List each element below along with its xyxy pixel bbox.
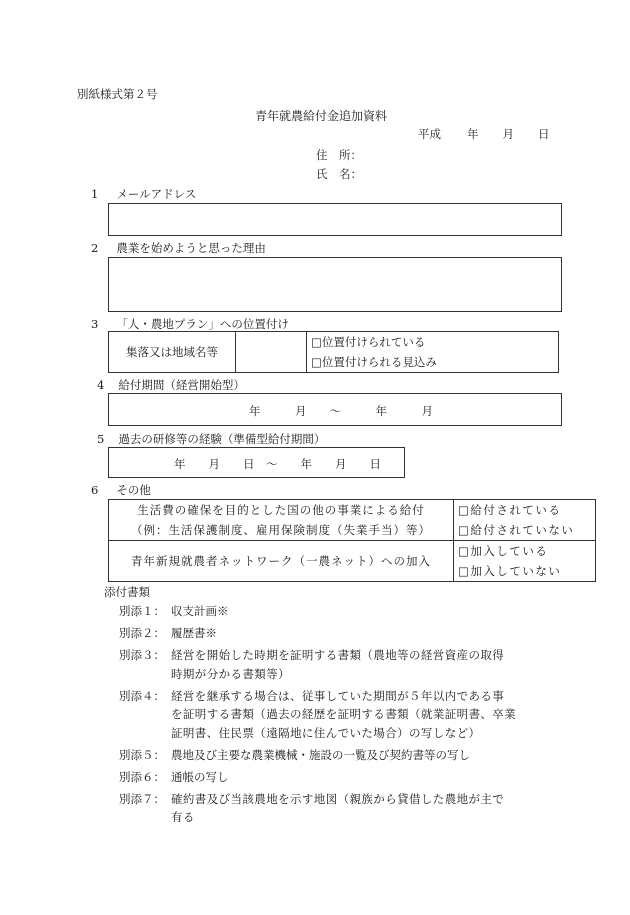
attachment-label: 別添１： [119, 604, 165, 618]
section-title: 農業を始めようと思った理由 [116, 241, 266, 255]
option-positioned[interactable]: □位置付けられている [311, 335, 426, 349]
section-title: 過去の研修等の経験（準備型給付期間） [118, 432, 326, 446]
attachment-text: 収支計画※ [171, 604, 229, 618]
area-name-label: 集落又は地域名等 [109, 332, 236, 373]
training-period-text: 年 月 日 ～ 年 月 日 [174, 457, 381, 471]
area-name-input[interactable] [236, 332, 307, 373]
attachment-item [119, 768, 569, 787]
section-5-heading [97, 431, 325, 447]
section-3-heading [91, 316, 289, 332]
section-2-heading [91, 240, 266, 256]
attachment-text: 通帳の写し [171, 769, 229, 784]
network-options [454, 541, 596, 582]
date-line [418, 126, 550, 142]
section-title: 「人・農地プラン」への位置付け [116, 317, 289, 331]
other-table [108, 499, 596, 582]
section-1-heading [91, 186, 196, 202]
attachments-heading: 添付書類 [104, 585, 150, 599]
document-title: 青年就農給付金追加資料 [255, 109, 388, 123]
date-month: 月 [502, 127, 514, 141]
section-title: メールアドレス [116, 187, 197, 201]
training-period-box[interactable] [108, 447, 405, 478]
section-title: その他 [116, 483, 151, 497]
other-benefit-description [109, 500, 454, 541]
attachment-text: 有る [171, 810, 195, 824]
attachment-list [119, 602, 569, 830]
attachment-item [119, 602, 569, 621]
section-number: 5 [97, 432, 105, 446]
attachment-text: を証明する書類（過去の経歴を証明する書類（就業証明書、卒業 [171, 707, 517, 721]
name-label: 氏 名： [316, 167, 362, 181]
email-input-box[interactable] [108, 203, 562, 236]
option-receiving[interactable]: □給付されている [458, 503, 562, 517]
option-joined[interactable]: □加入している [458, 544, 549, 558]
section-number: 3 [91, 317, 99, 331]
section-number: 6 [91, 483, 99, 497]
other-benefit-line2: （例：生活保護制度、雇用保険制度（失業手当）等） [131, 523, 431, 537]
grant-period-text: 年 月 ～ 年 月 [249, 404, 433, 418]
attachment-text: 時期が分かる書類等） [171, 666, 290, 681]
form-number: 別紙様式第２号 [77, 87, 158, 101]
attachment-text: 証明書、住民票（遠隔地に住んでいた場合）の写しなど） [171, 725, 481, 740]
attachment-item [119, 646, 569, 683]
attachment-label: 別添６： [119, 769, 165, 784]
option-expected[interactable]: □位置付けられる見込み [311, 355, 437, 369]
attachment-label: 別添２： [119, 626, 165, 640]
section-6-heading [91, 482, 151, 498]
attachment-item [119, 624, 569, 643]
plan-status-options [307, 332, 559, 373]
attachment-text: 農地及び主要な農業機械・施設の一覧及び契約書等の写し [171, 747, 470, 762]
attachment-label: 別添７： [119, 791, 165, 806]
date-year: 年 [467, 127, 479, 141]
section-number: 2 [91, 241, 99, 255]
reason-input-box[interactable] [108, 257, 562, 312]
other-benefit-options [454, 500, 596, 541]
network-description: 青年新規就農者ネットワーク（一農ネット）への加入 [109, 541, 454, 582]
attachment-text: 経営を開始した時期を証明する書類（農地等の経営資産の取得 [171, 648, 505, 662]
attachment-text: 経営を継承する場合は、従事していた期間が５年以内である事 [171, 688, 505, 703]
attachment-text: 確約書及び当該農地を示す地図（親族から貸借した農地が主で [171, 791, 505, 806]
grant-period-box[interactable] [108, 393, 562, 426]
attachment-label: 別添４： [119, 688, 165, 703]
section-4-heading [97, 377, 245, 393]
attachment-item [119, 746, 569, 765]
attachment-item [119, 790, 569, 827]
date-era: 平成 [418, 127, 441, 141]
date-day: 日 [538, 127, 550, 141]
other-benefit-line1: 生活費の確保を目的とした国の他の事業による給付 [137, 503, 425, 517]
option-not-receiving[interactable]: □給付されていない [458, 523, 575, 537]
option-not-joined[interactable]: □加入していない [458, 564, 562, 578]
attachment-item [119, 687, 569, 743]
section-number: 4 [97, 378, 105, 392]
attachment-text: 履歴書※ [171, 626, 217, 640]
attachment-label: 別添５： [119, 747, 165, 762]
attachment-label: 別添３： [119, 648, 165, 662]
section-number: 1 [91, 187, 99, 201]
plan-table [108, 331, 559, 373]
address-label: 住 所： [316, 148, 362, 162]
section-title: 給付期間（経営開始型） [118, 378, 245, 392]
